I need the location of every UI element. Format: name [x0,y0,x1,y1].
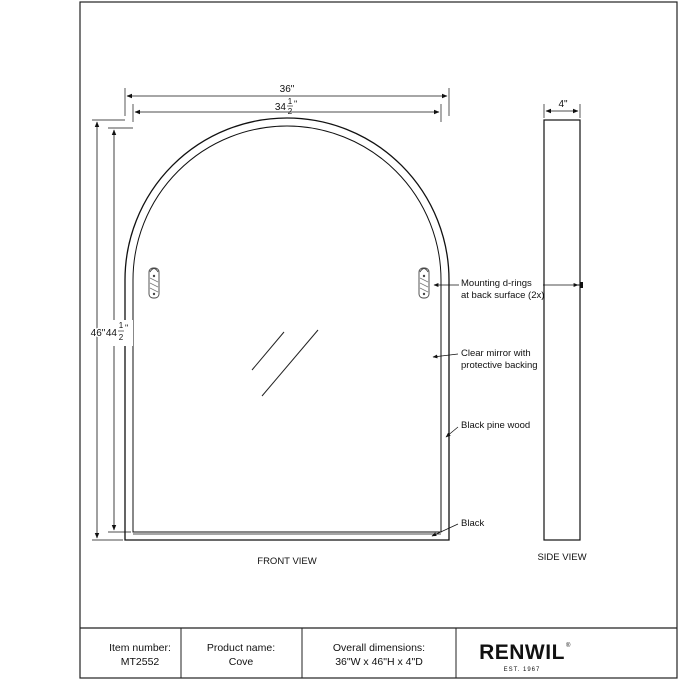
inner-width-fraction-num: 1 [287,97,293,106]
mirror-callout-line1: Clear mirror with [461,348,531,359]
title-block [80,628,677,678]
product-name-value: Cove [228,656,254,668]
overall-dimensions-label: Overall dimensions: [332,642,426,654]
callout-frame [446,420,530,437]
glass-reflection-marks [252,330,324,402]
brand-logo [479,641,571,673]
front-view-label: FRONT VIEW [257,556,317,567]
side-profile [544,120,580,540]
mounting-callout-line2: at back surface (2x) [461,290,545,301]
overall-width-label: 36" [279,84,295,95]
depth-label: 4" [558,99,568,110]
overall-height-label: 46" [90,328,106,339]
front-view [125,118,449,540]
inner-height-unit: " [125,323,129,333]
inner-width-fraction-den: 2 [287,107,293,116]
inner-width-whole: 34 [274,102,286,113]
d-ring-side-marker [580,282,583,288]
callout-finish [432,518,484,536]
callout-mounting [434,275,578,301]
d-ring-left [149,268,159,298]
inner-height-fraction-num: 1 [118,321,124,330]
side-view [544,99,583,540]
brand-name: RENWIL [479,641,565,664]
side-view-label: SIDE VIEW [537,552,587,563]
inner-height-fraction-den: 2 [118,333,124,342]
item-number-label: Item number: [109,642,171,654]
overall-dimensions-value: 36"W x 46"H x 4"D [335,656,423,668]
d-ring-right [419,268,429,298]
product-name-label: Product name: [206,642,276,654]
mirror-callout-line2: protective backing [461,360,538,371]
mirror-opening-outline [133,126,441,532]
finish-callout: Black [461,518,485,529]
frame-outer-outline [125,118,449,540]
brand-established: EST. 1967 [503,667,541,673]
inner-height-whole: 44 [105,328,117,339]
page-border [80,2,677,678]
inner-width-unit: " [294,99,298,109]
dimension-inner-height [105,128,133,532]
mounting-callout-line1: Mounting d-rings [461,278,532,289]
item-number-value: MT2552 [120,656,160,668]
brand-registered-mark: ® [566,643,571,649]
frame-callout: Black pine wood [461,420,531,431]
